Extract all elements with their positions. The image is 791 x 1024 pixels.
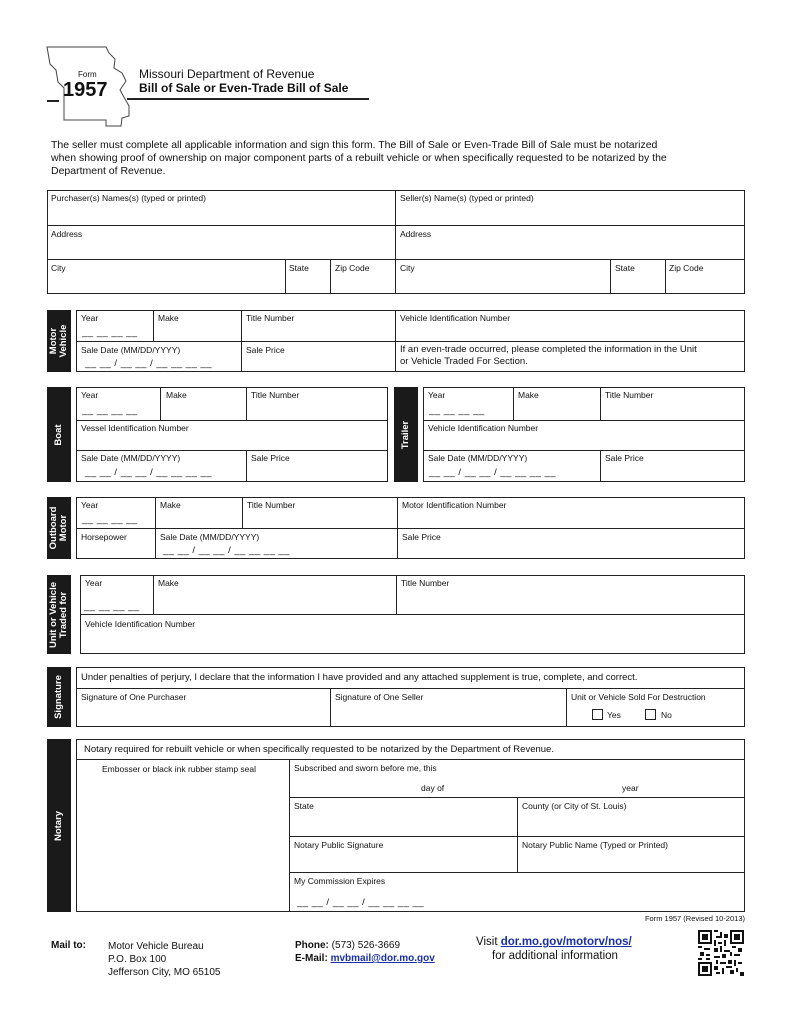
mv-note-line-1: If an even-trade occurred, please completed the information in the Unit (400, 344, 697, 355)
parties-divider (395, 190, 396, 294)
trailer-sale-date-blank: __ __ / __ __ / __ __ __ __ (429, 467, 557, 478)
visit-label: Visit (476, 936, 498, 948)
intro-line-2: when showing proof of ownership on major component parts of a rebuilt vehicle or when specifically requested to be notarized by the (51, 152, 667, 164)
boat-row-line (76, 450, 388, 451)
boat-year-blank: __ __ __ __ (82, 405, 138, 416)
trailer-side-label: Trailer (394, 387, 418, 482)
notary-row-line (289, 872, 745, 873)
department-name: Missouri Department of Revenue (139, 67, 315, 81)
parties-section (47, 190, 745, 294)
trailer-col-line (513, 387, 514, 420)
form-title: Bill of Sale or Even-Trade Bill of Sale (139, 81, 349, 95)
ob-motor-id-field[interactable]: Motor Identification Number (402, 500, 507, 510)
traded-row-line (80, 614, 745, 615)
address-line-3: Jefferson City, MO 65105 (108, 967, 221, 978)
boat-title-number-field[interactable]: Title Number (251, 390, 300, 400)
intro-line-1: The seller must complete all applicable information and sign this form. The Bill of Sale or Even-Trade Bill of Sale must be notarized (51, 139, 658, 151)
ob-year-blank: __ __ __ __ (82, 514, 138, 525)
ob-sale-date-field[interactable]: Sale Date (MM/DD/YYYY) (160, 532, 260, 542)
purchaser-names-field[interactable]: Purchaser(s) Names(s) (typed or printed) (51, 193, 206, 203)
header-left-rule (47, 100, 59, 102)
trailer-year-field[interactable]: Year (428, 390, 446, 400)
mv-col-line (153, 310, 154, 341)
boat-vessel-id-field[interactable]: Vessel Identification Number (81, 423, 189, 433)
traded-make-field[interactable]: Make (158, 578, 179, 588)
traded-col-line (153, 575, 154, 614)
mv-even-trade-note (400, 344, 697, 368)
trailer-row-line (423, 450, 745, 451)
trailer-vin-field[interactable]: Vehicle Identification Number (428, 423, 539, 433)
trailer-sale-date-field[interactable]: Sale Date (MM/DD/YYYY) (428, 453, 528, 463)
seller-names-field[interactable]: Seller(s) Name(s) (typed or printed) (400, 193, 534, 203)
notary-row-line (76, 759, 745, 760)
notary-name-field[interactable]: Notary Public Name (Typed or Printed) (522, 840, 668, 850)
boat-row-line (76, 420, 388, 421)
trailer-year-blank: __ __ __ __ (429, 405, 485, 416)
form-revision: Form 1957 (Revised 10-2013) (644, 914, 745, 923)
notary-state-field[interactable]: State (294, 801, 314, 811)
notary-county-field[interactable]: County (or City of St. Louis) (522, 801, 627, 811)
destruction-no-label: No (661, 710, 672, 720)
mv-year-field[interactable]: Year (81, 313, 99, 323)
parties-row-line-1 (47, 225, 745, 226)
ob-year-field[interactable]: Year (81, 500, 99, 510)
ob-col-line (242, 497, 243, 528)
additional-info-text: for additional information (492, 950, 618, 962)
qr-code-icon[interactable] (698, 930, 744, 976)
ob-sale-date-blank: __ __ / __ __ / __ __ __ __ (163, 545, 291, 556)
purchaser-zip-field[interactable]: Zip Code (335, 263, 370, 273)
mv-year-blank: __ __ __ __ (82, 327, 138, 338)
mv-sale-price-field[interactable]: Sale Price (246, 345, 285, 355)
ob-make-field[interactable]: Make (160, 500, 181, 510)
mailing-address (108, 940, 220, 979)
ob-row-line (76, 528, 745, 529)
header-title-rule (127, 98, 369, 100)
boat-sale-price-field[interactable]: Sale Price (251, 453, 290, 463)
trailer-title-number-field[interactable]: Title Number (605, 390, 654, 400)
trailer-col-line (600, 450, 601, 482)
traded-vin-field[interactable]: Vehicle Identification Number (85, 619, 196, 629)
notary-required-note: Notary required for rebuilt vehicle or when specifically requested to be notarized by the Department of Revenue. (84, 744, 554, 755)
form-label: Form (78, 70, 97, 79)
form-number: 1957 (63, 79, 108, 101)
sold-for-destruction-label: Unit or Vehicle Sold For Destruction (571, 692, 706, 702)
email-label: E-Mail: (295, 953, 328, 964)
mv-note-line-2: or Vehicle Traded For Section. (400, 356, 528, 367)
ob-horsepower-field[interactable]: Horsepower (81, 532, 127, 542)
boat-year-field[interactable]: Year (81, 390, 99, 400)
mv-col-line (241, 310, 242, 372)
ob-col-line (397, 497, 398, 559)
purchaser-state-field[interactable]: State (289, 263, 309, 273)
parties-row-line-2 (47, 259, 745, 260)
notary-col-line (517, 797, 518, 872)
ob-title-number-field[interactable]: Title Number (247, 500, 296, 510)
address-line-1: Motor Vehicle Bureau (108, 941, 204, 952)
notary-year-field[interactable]: year (622, 783, 639, 793)
destruction-yes-label: Yes (607, 710, 621, 720)
purchaser-city-field[interactable]: City (51, 263, 66, 273)
purchaser-address-field[interactable]: Address (51, 229, 83, 239)
boat-side-label: Boat (47, 387, 71, 482)
trailer-make-field[interactable]: Make (518, 390, 539, 400)
ob-col-line (155, 497, 156, 559)
sig-col-line (330, 688, 331, 727)
traded-for-side-label: Unit or Vehicle Traded for (47, 575, 71, 654)
address-line-2: P.O. Box 100 (108, 954, 167, 965)
intro-text (51, 139, 751, 178)
trailer-sale-price-field[interactable]: Sale Price (605, 453, 644, 463)
seller-signature-field[interactable]: Signature of One Seller (335, 692, 424, 702)
ob-sale-price-field[interactable]: Sale Price (402, 532, 441, 542)
parties-col-line (610, 259, 611, 294)
parties-col-line (330, 259, 331, 294)
purchaser-signature-field[interactable]: Signature of One Purchaser (81, 692, 187, 702)
sig-row-line (76, 688, 745, 689)
mv-sale-date-field[interactable]: Sale Date (MM/DD/YYYY) (81, 345, 181, 355)
seller-city-field[interactable]: City (400, 263, 415, 273)
destruction-no-checkbox[interactable] (645, 709, 656, 720)
phone-number: (573) 526-3669 (331, 940, 401, 951)
mv-vin-field[interactable]: Vehicle Identification Number (400, 313, 511, 323)
mv-make-field[interactable]: Make (158, 313, 179, 323)
commission-date-blank: __ __ / __ __ / __ __ __ __ (297, 897, 425, 908)
outboard-motor-side-label: Outboard Motor (47, 497, 71, 559)
website-link[interactable]: dor.mo.gov/motorv/nos/ (500, 936, 632, 948)
boat-sale-date-field[interactable]: Sale Date (MM/DD/YYYY) (81, 453, 181, 463)
seller-address-field[interactable]: Address (400, 229, 432, 239)
signature-side-label: Signature (47, 667, 71, 727)
boat-sale-date-blank: __ __ / __ __ / __ __ __ __ (85, 467, 213, 478)
motor-vehicle-side-label: Motor Vehicle (47, 310, 71, 372)
perjury-declaration: Under penalties of perjury, I declare that the information I have provided and any attached supplement is true, complete, and correct. (81, 672, 638, 683)
notary-seal-area: Embosser or black ink rubber stamp seal (102, 764, 257, 774)
sig-col-line (566, 688, 567, 727)
boat-col-line (246, 387, 247, 420)
mv-sale-date-blank: __ __ / __ __ / __ __ __ __ (85, 358, 213, 369)
subscribed-sworn-label: Subscribed and sworn before me, this (294, 763, 437, 773)
commission-expires-field[interactable]: My Commission Expires (294, 876, 386, 886)
parties-col-line (285, 259, 286, 294)
notary-side-label: Notary (47, 739, 71, 912)
boat-col-line (246, 450, 247, 482)
boat-col-line (160, 387, 161, 420)
phone-label: Phone: (295, 940, 329, 951)
email-link[interactable]: mvbmail@dor.mo.gov (330, 953, 435, 964)
traded-col-line (396, 575, 397, 614)
mv-title-number-field[interactable]: Title Number (246, 313, 295, 323)
contact-info (295, 939, 435, 965)
mv-col-line (395, 310, 396, 372)
notary-signature-field[interactable]: Notary Public Signature (294, 840, 384, 850)
website-info (476, 935, 632, 963)
parties-col-line (665, 259, 666, 294)
boat-make-field[interactable]: Make (166, 390, 187, 400)
destruction-yes-checkbox[interactable] (592, 709, 603, 720)
mv-row-line (76, 341, 745, 342)
traded-year-field[interactable]: Year (85, 578, 103, 588)
trailer-row-line (423, 420, 745, 421)
mail-to-label: Mail to: (51, 940, 86, 951)
seller-state-field[interactable]: State (615, 263, 635, 273)
intro-line-3: Department of Revenue. (51, 165, 166, 177)
day-of-field[interactable]: day of (421, 783, 445, 793)
trailer-col-line (600, 387, 601, 420)
seller-zip-field[interactable]: Zip Code (669, 263, 704, 273)
traded-year-blank: __ __ __ __ (84, 601, 140, 612)
traded-title-number-field[interactable]: Title Number (401, 578, 450, 588)
